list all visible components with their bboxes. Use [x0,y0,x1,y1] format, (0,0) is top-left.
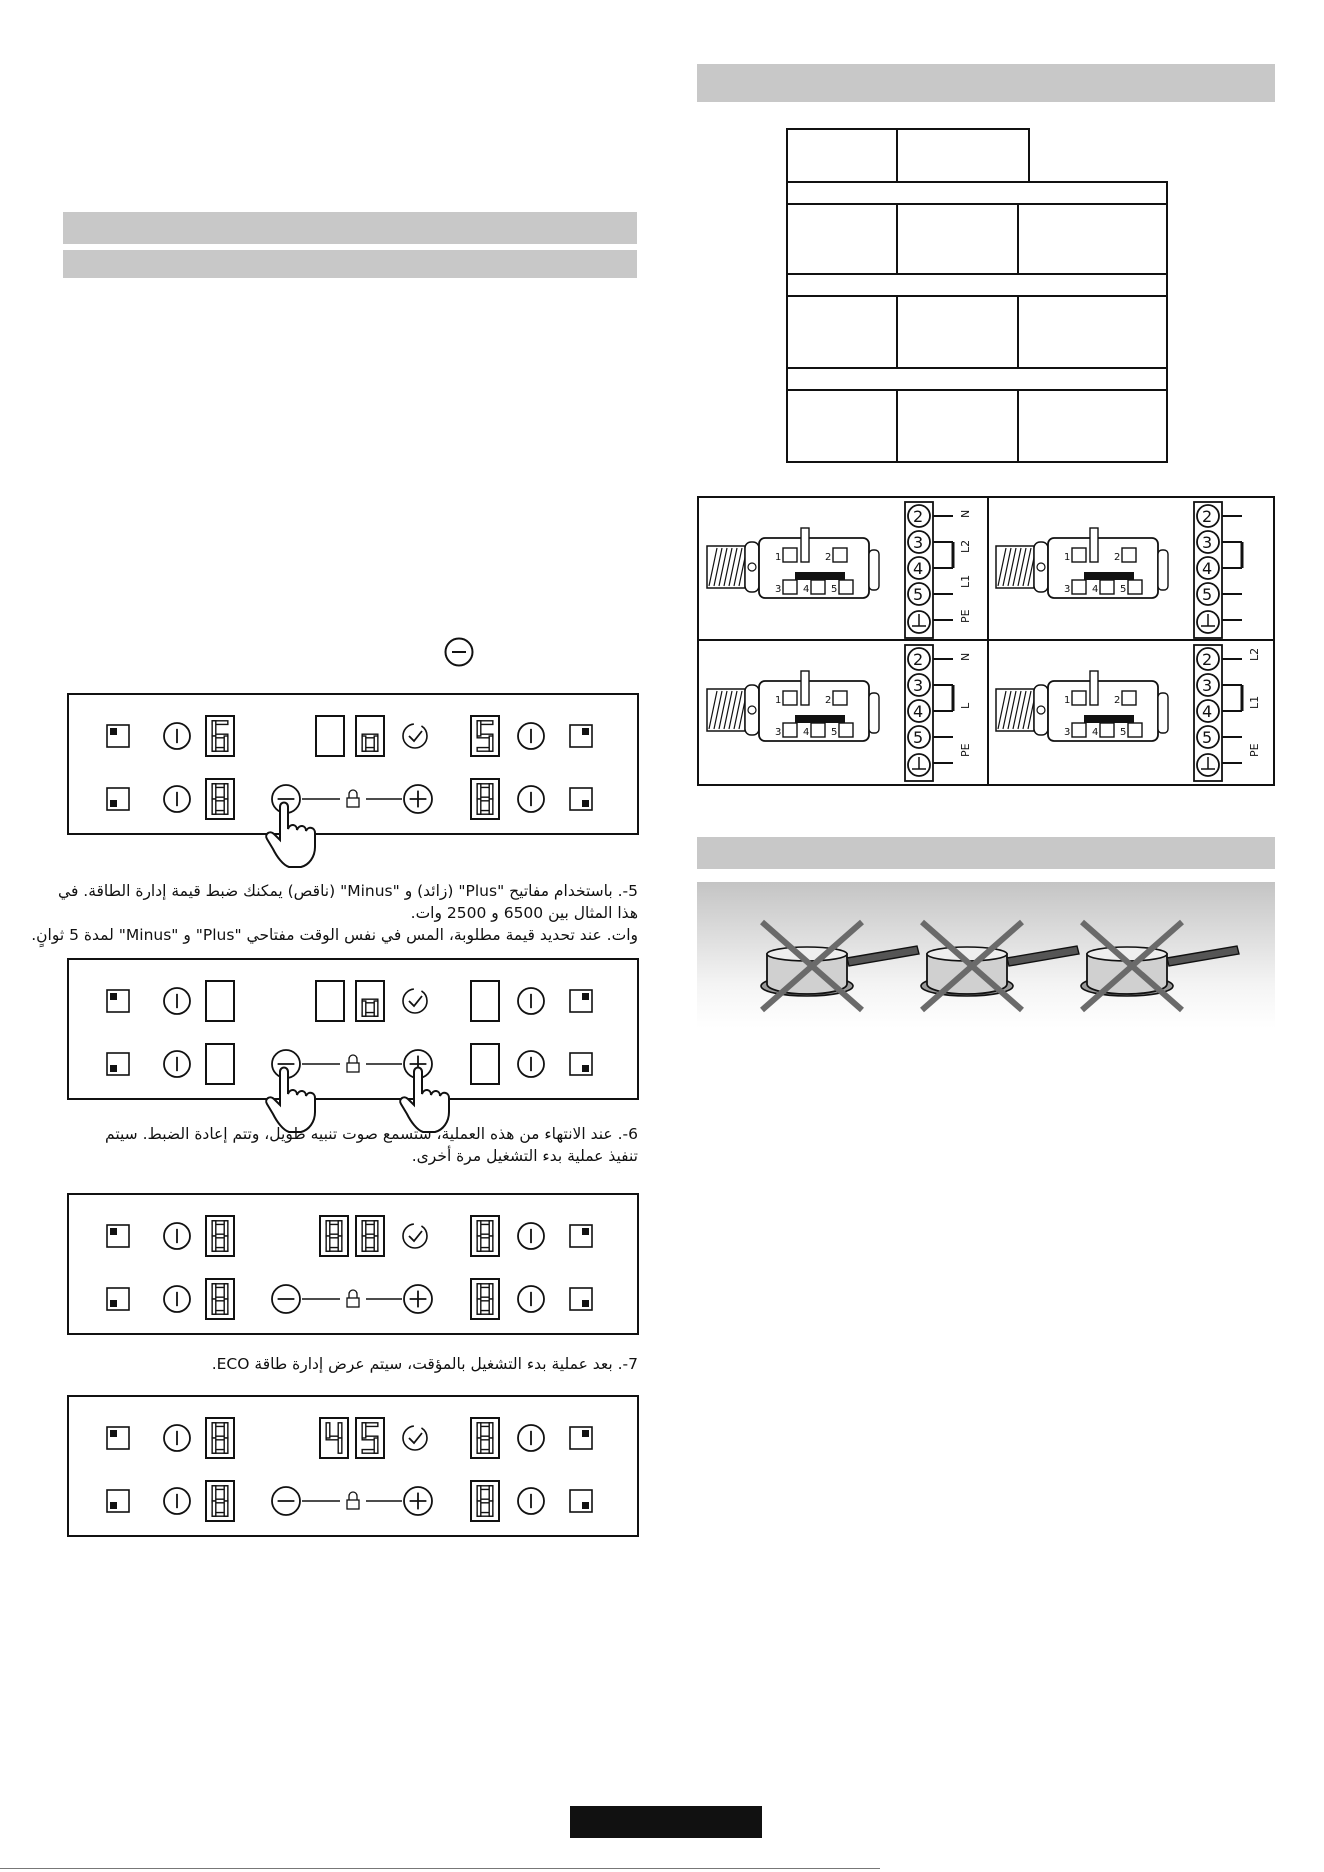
power-icon [518,1051,544,1077]
timer-display-1 [316,716,344,756]
timer-check-icon [403,724,427,748]
cookware-icon [761,922,919,1010]
terminal-number: 3 [913,533,924,552]
terminal-number: 5 [1202,728,1213,747]
timer-check-icon [403,1224,427,1248]
timer-display-1 [320,1216,348,1256]
block-number: 3 [1064,584,1071,595]
block-number: 5 [1120,584,1127,595]
block-number: 5 [831,584,838,595]
block-number: 1 [1064,552,1071,563]
terminal-label: L2 [959,539,972,553]
block-number: 2 [1114,552,1121,563]
display-bottom-left [206,1044,234,1084]
timer-display-2 [356,716,384,756]
display-bottom-left [206,779,234,819]
plus-circle-icon [404,1285,432,1313]
step-6-line-1: 6-. عند الانتهاء من هذه العملية، ستسمع صوت تنبيه طويل، وتتم إعادة الضبط. سيتم [105,1125,638,1143]
panel-4-controls [107,1418,592,1521]
block-number: 2 [825,552,832,563]
panel-2-controls [107,981,592,1132]
cooking-zone-indicator-bl [107,1053,129,1075]
terminal-number: 4 [1202,702,1213,721]
power-icon [164,786,190,812]
terminal-number: 2 [913,507,924,526]
power-icon [164,1488,190,1514]
cooking-zone-indicator-tl [107,990,129,1012]
terminal-label: L1 [959,574,972,588]
display-top-left [206,1418,234,1458]
block-number: 3 [775,584,782,595]
terminal-label: PE [959,743,972,757]
block-number: 4 [1092,584,1099,595]
power-icon [164,1051,190,1077]
block-number: 4 [803,584,810,595]
minus-circle-icon [272,1285,300,1313]
wiring-diagram [697,496,1275,786]
terminal-label: L2 [1248,647,1261,661]
power-icon [164,1425,190,1451]
timer-display-2 [356,981,384,1021]
terminal-label: L1 [1248,695,1261,709]
power-icon [518,723,544,749]
terminal-number: 2 [1202,650,1213,669]
panel-3-controls [107,1216,592,1319]
block-number: 4 [1092,727,1099,738]
power-icon [518,786,544,812]
terminal-number: 3 [1202,533,1213,552]
minus-circle-icon [272,1487,300,1515]
display-top-left [206,981,234,1021]
wiring-quadrant-1 [707,502,972,638]
terminal-number: 4 [913,559,924,578]
display-bottom-right [471,1279,499,1319]
timer-display-1 [320,1418,348,1458]
cooking-zone-indicator-br [570,1288,592,1310]
cooking-zone-indicator-bl [107,788,129,810]
display-top-right [471,1216,499,1256]
power-icon [518,1286,544,1312]
cooking-zone-indicator-bl [107,1288,129,1310]
cooking-zone-indicator-tr [570,1225,592,1247]
block-number: 2 [1114,695,1121,706]
cooking-zone-indicator-tl [107,1225,129,1247]
terminal-number: 5 [1202,585,1213,604]
lock-icon [347,1492,359,1509]
timer-check-icon [403,1426,427,1450]
timer-display-2 [356,1216,384,1256]
cooking-zone-indicator-br [570,788,592,810]
lock-icon [347,1290,359,1307]
terminal-label: N [959,509,972,518]
power-icon [164,988,190,1014]
terminal-label: PE [959,609,972,623]
terminal-number: 3 [913,676,924,695]
display-bottom-left [206,1279,234,1319]
cooking-zone-indicator-br [570,1053,592,1075]
display-bottom-left [206,1481,234,1521]
display-top-right [471,716,499,756]
right-section-header-bar [697,64,1275,102]
connection-table [785,125,1175,465]
cookware-icon [1081,922,1239,1010]
cooking-zone-indicator-br [570,1490,592,1512]
terminal-number: 4 [1202,559,1213,578]
plus-circle-icon [404,1487,432,1515]
plus-circle-icon [404,785,432,813]
wiring-quadrant-4 [996,645,1261,781]
cooking-zone-indicator-tl [107,725,129,747]
terminal-number: 2 [1202,507,1213,526]
cooking-zone-indicator-tr [570,990,592,1012]
block-number: 5 [831,727,838,738]
lock-icon [347,1055,359,1072]
terminal-label: L [959,702,972,709]
display-bottom-right [471,1044,499,1084]
panel-1-controls [107,716,592,867]
cookware-illustration [697,882,1275,1028]
display-top-right [471,1418,499,1458]
step-6-line-2: تنفيذ عملية بدء التشغيل مرة أخرى. [411,1147,638,1165]
display-top-left [206,1216,234,1256]
terminal-number: 5 [913,585,924,604]
timer-display-2 [356,1418,384,1458]
step-5-line-3: وات. عند تحديد قيمة مطلوبة، المس في نفس الوقت مفتاحي "Plus" و "Minus" لمدة 5 ثوانٍ. [31,926,638,944]
wiring-quadrant-3 [707,645,972,781]
block-number: 2 [825,695,832,706]
power-icon [164,723,190,749]
display-bottom-right [471,1481,499,1521]
terminal-number: 3 [1202,676,1213,695]
lock-icon [347,790,359,807]
terminal-number: 4 [913,702,924,721]
block-number: 1 [1064,695,1071,706]
display-top-left [206,716,234,756]
terminal-number: 5 [913,728,924,747]
cooking-zone-indicator-tl [107,1427,129,1449]
bottom-rule [0,1868,880,1869]
cookware-icon [921,922,1079,1010]
block-number: 4 [803,727,810,738]
block-number: 1 [775,695,782,706]
display-bottom-right [471,779,499,819]
block-number: 3 [775,727,782,738]
step-6-text [105,1123,638,1167]
power-icon [164,1286,190,1312]
display-top-right [471,981,499,1021]
cooking-zone-indicator-bl [107,1490,129,1512]
block-number: 1 [775,552,782,563]
page-footer-bar [570,1806,762,1838]
power-icon [518,1488,544,1514]
terminal-label: PE [1248,743,1261,757]
timer-display-1 [316,981,344,1021]
power-icon [518,988,544,1014]
power-icon [518,1425,544,1451]
cooking-zone-indicator-tr [570,1427,592,1449]
block-number: 3 [1064,727,1071,738]
wiring-quadrant-2 [996,502,1242,638]
terminal-label: N [959,652,972,661]
step-5-line-1: 5-. باستخدام مفاتيح "Plus" (زائد) و "Minus" (ناقص) يمكنك ضبط قيمة إدارة الطاقة. في [58,882,638,900]
terminal-number: 2 [913,650,924,669]
step-7-text [212,1353,638,1375]
power-icon [164,1223,190,1249]
timer-check-icon [403,989,427,1013]
power-icon [518,1223,544,1249]
step-7-line-1: 7-. بعد عملية بدء التشغيل بالمؤقت، سيتم عرض إدارة طاقة ECO. [211,1355,638,1373]
cookware-section-header-bar [697,837,1275,869]
step-5-line-2: هذا المثال بين 6500 و 2500 وات. [410,904,638,922]
block-number: 5 [1120,727,1127,738]
step-5-text [31,880,638,946]
cooking-zone-indicator-tr [570,725,592,747]
